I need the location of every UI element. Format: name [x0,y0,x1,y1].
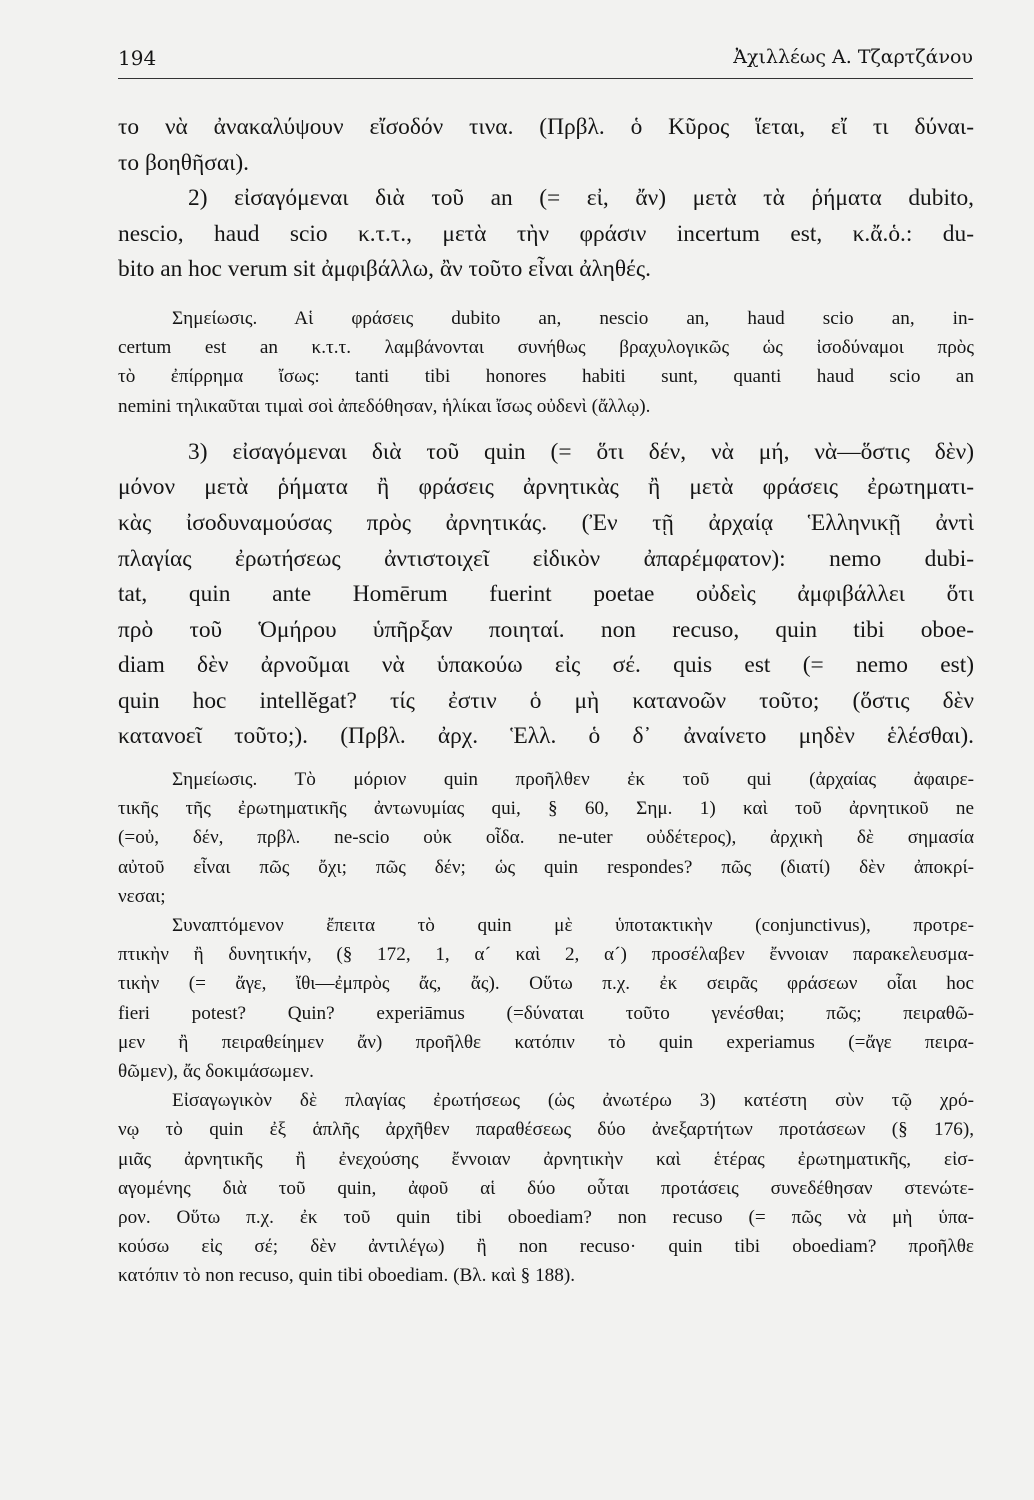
paragraph-quin [118,435,974,755]
text-line: πτικὴν ἢ δυνητικήν, (§ 172, 1, α´ καὶ 2, α´) προσέλαβεν ἔννοιαν παρακελευσμα- [118,944,974,966]
text-line: Σημείωσις. Αἱ φράσεις dubito an, nescio an, haud scio an, in- [172,307,974,329]
text-line: 3) εἰσαγόμεναι διὰ τοῦ quin (= ὅτι δέν, νὰ μή, νὰ—ὅστις δὲν) [188,438,974,465]
text-line: νῳ τὸ quin ἐξ ἁπλῆς ἀρχῆθεν παραθέσεως δύο ἀνεξαρτήτων προτάσεων (§ 176), [118,1119,974,1141]
text-line: nemini τηλικαῦται τιμαὶ σοὶ ἀπεδόθησαν, ἡλίκαι ἴσως οὐδενὶ (ἄλλῳ). [118,395,651,417]
text-line: μιᾶς ἀρνητικῆς ἢ ἐνεχούσης ἔννοιαν ἀρνητικὴν καὶ ἑτέρας ἐρωτηματικῆς, εἰσ- [118,1148,974,1170]
text-line: τὸ ἐπίρρημα ἴσως: tanti tibi honores habiti sunt, quanti haud scio an [118,366,974,388]
text-line: (=οὐ, δέν, πρβλ. ne-scio οὐκ οἶδα. ne-uter οὐδέτερος), ἀρχικὴ δὲ σημασία [118,827,974,849]
note-paragraph [118,765,974,1290]
text-line: 2) εἰσαγόμεναι διὰ τοῦ an (= εἰ, ἄν) μετὰ τὰ ῥήματα dubito, [188,185,974,212]
text-line: bito an hoc verum sit ἀμφιβάλλω, ἂν τοῦτο εἶναι ἀληθές. [118,256,651,283]
page-number: 194 [118,46,157,70]
text-line: Συναπτόμενον ἔπειτα τὸ quin μὲ ὑποτακτικὴν (conjunctivus), προτρε- [172,915,974,936]
text-line: πλαγίας ἐρωτήσεως ἀντιστοιχεῖ εἰδικὸν ἀπαρέμφατον): nemo dubi- [118,545,974,572]
text-line: νεσαι; [118,885,166,907]
text-line: το βοηθῆσαι). [118,149,250,176]
text-line: ρον. Οὕτω π.χ. ἐκ τοῦ quin tibi oboediam? non recuso (= πῶς νὰ μὴ ὑπα- [118,1206,974,1228]
text-line: αγομένης διὰ τοῦ quin, ἀφοῦ αἱ δύο οὗται προτάσεις συνεδέθησαν στενώτε- [118,1177,974,1199]
text-line: certum est an κ.τ.τ. λαμβάνονται συνήθως βραχυλογικῶς ὡς ἰσοδύναμοι πρὸς [118,337,974,359]
text-line: Εἰσαγωγικὸν δὲ πλαγίας ἐρωτήσεως (ὡς ἀνωτέρω 3) κατέστη σὺν τῷ χρό- [172,1090,974,1112]
text-line: μόνον μετὰ ῥήματα ἢ φράσεις ἀρνητικὰς ἢ μετὰ φράσεις ἐρωτηματι- [118,474,974,501]
text-line: κούσω εἰς σέ; δὲν ἀντιλέγω) ἢ non recuso· quin tibi oboediam? προῆλθε [118,1236,974,1258]
text-line: nescio, haud scio κ.τ.τ., μετὰ τὴν φράσιν incertum est, κ.ἄ.ὁ.: du- [118,220,974,247]
text-line: κατόπιν τὸ non recuso, quin tibi oboediam. (Βλ. καὶ § 188). [118,1265,576,1287]
page-header [118,38,973,79]
text-line: diam δὲν ἀρνοῦμαι νὰ ὑπακούω εἰς σέ. quis est (= nemo est) [118,652,974,679]
text-line: αὐτοῦ εἶναι πῶς ὄχι; πῶς δέν; ὡς quin respondes? πῶς (διατί) δὲν ἀποκρί- [118,856,974,878]
running-title: Ἀχιλλέως Α. Τζαρτζάνου [733,46,973,68]
text-line: fieri potest? Quin? experiāmus (=δύναται τοῦτο γενέσθαι; πῶς; πειραθῶ- [118,1002,974,1024]
text-line: κατανοεῖ τοῦτο;). (Πρβλ. ἀρχ. Ἑλλ. ὁ δ᾽ ἀναίνετο μηδὲν ἑλέσθαι). [118,723,974,750]
text-line: θῶμεν), ἄς δοκιμάσωμεν. [118,1060,314,1082]
text-line: tat, quin ante Homērum fuerint poetae οὐδεὶς ἀμφιβάλλει ὅτι [118,581,974,608]
text-line: τικὴν (= ἄγε, ἴθι—ἐμπρὸς ἄς, ἄς). Οὕτω π.χ. ἐκ σειρᾶς φράσεων οἷαι hoc [118,973,974,995]
text-line: το νὰ ἀνακαλύψουν εἴσοδόν τινα. (Πρβλ. ὁ Κῦρος ἵεται, εἴ τι δύναι- [118,114,974,140]
text-line: πρὸ τοῦ Ὁμήρου ὑπῆρξαν ποιηταί. non recuso, quin tibi oboe- [118,616,974,643]
text-line: τικῆς τῆς ἐρωτηματικῆς ἀντωνυμίας qui, § 60, Σημ. 1) καὶ τοῦ ἀρνητικοῦ ne [118,798,974,820]
page-body [118,110,974,1290]
paragraph-intro [118,110,974,288]
text-line: κὰς ἰσοδυναμούσας πρὸς ἀρνητικάς. (Ἐν τῇ ἀρχαίᾳ Ἑλληνικῇ ἀντὶ [118,509,974,536]
note-paragraph [118,304,974,421]
text-line: Σημείωσις. Τὸ μόριον quin προῆλθεν ἐκ τοῦ qui (ἀρχαίας ἀφαιρε- [172,769,974,791]
text-line: μεν ἢ πειραθείημεν ἄν) προῆλθε κατόπιν τὸ quin experiamus (=ἄγε πειρα- [118,1031,974,1053]
text-line: quin hoc intellĕgat? τίς ἐστιν ὁ μὴ κατανοῶν τοῦτο; (ὅστις δὲν [118,687,974,714]
